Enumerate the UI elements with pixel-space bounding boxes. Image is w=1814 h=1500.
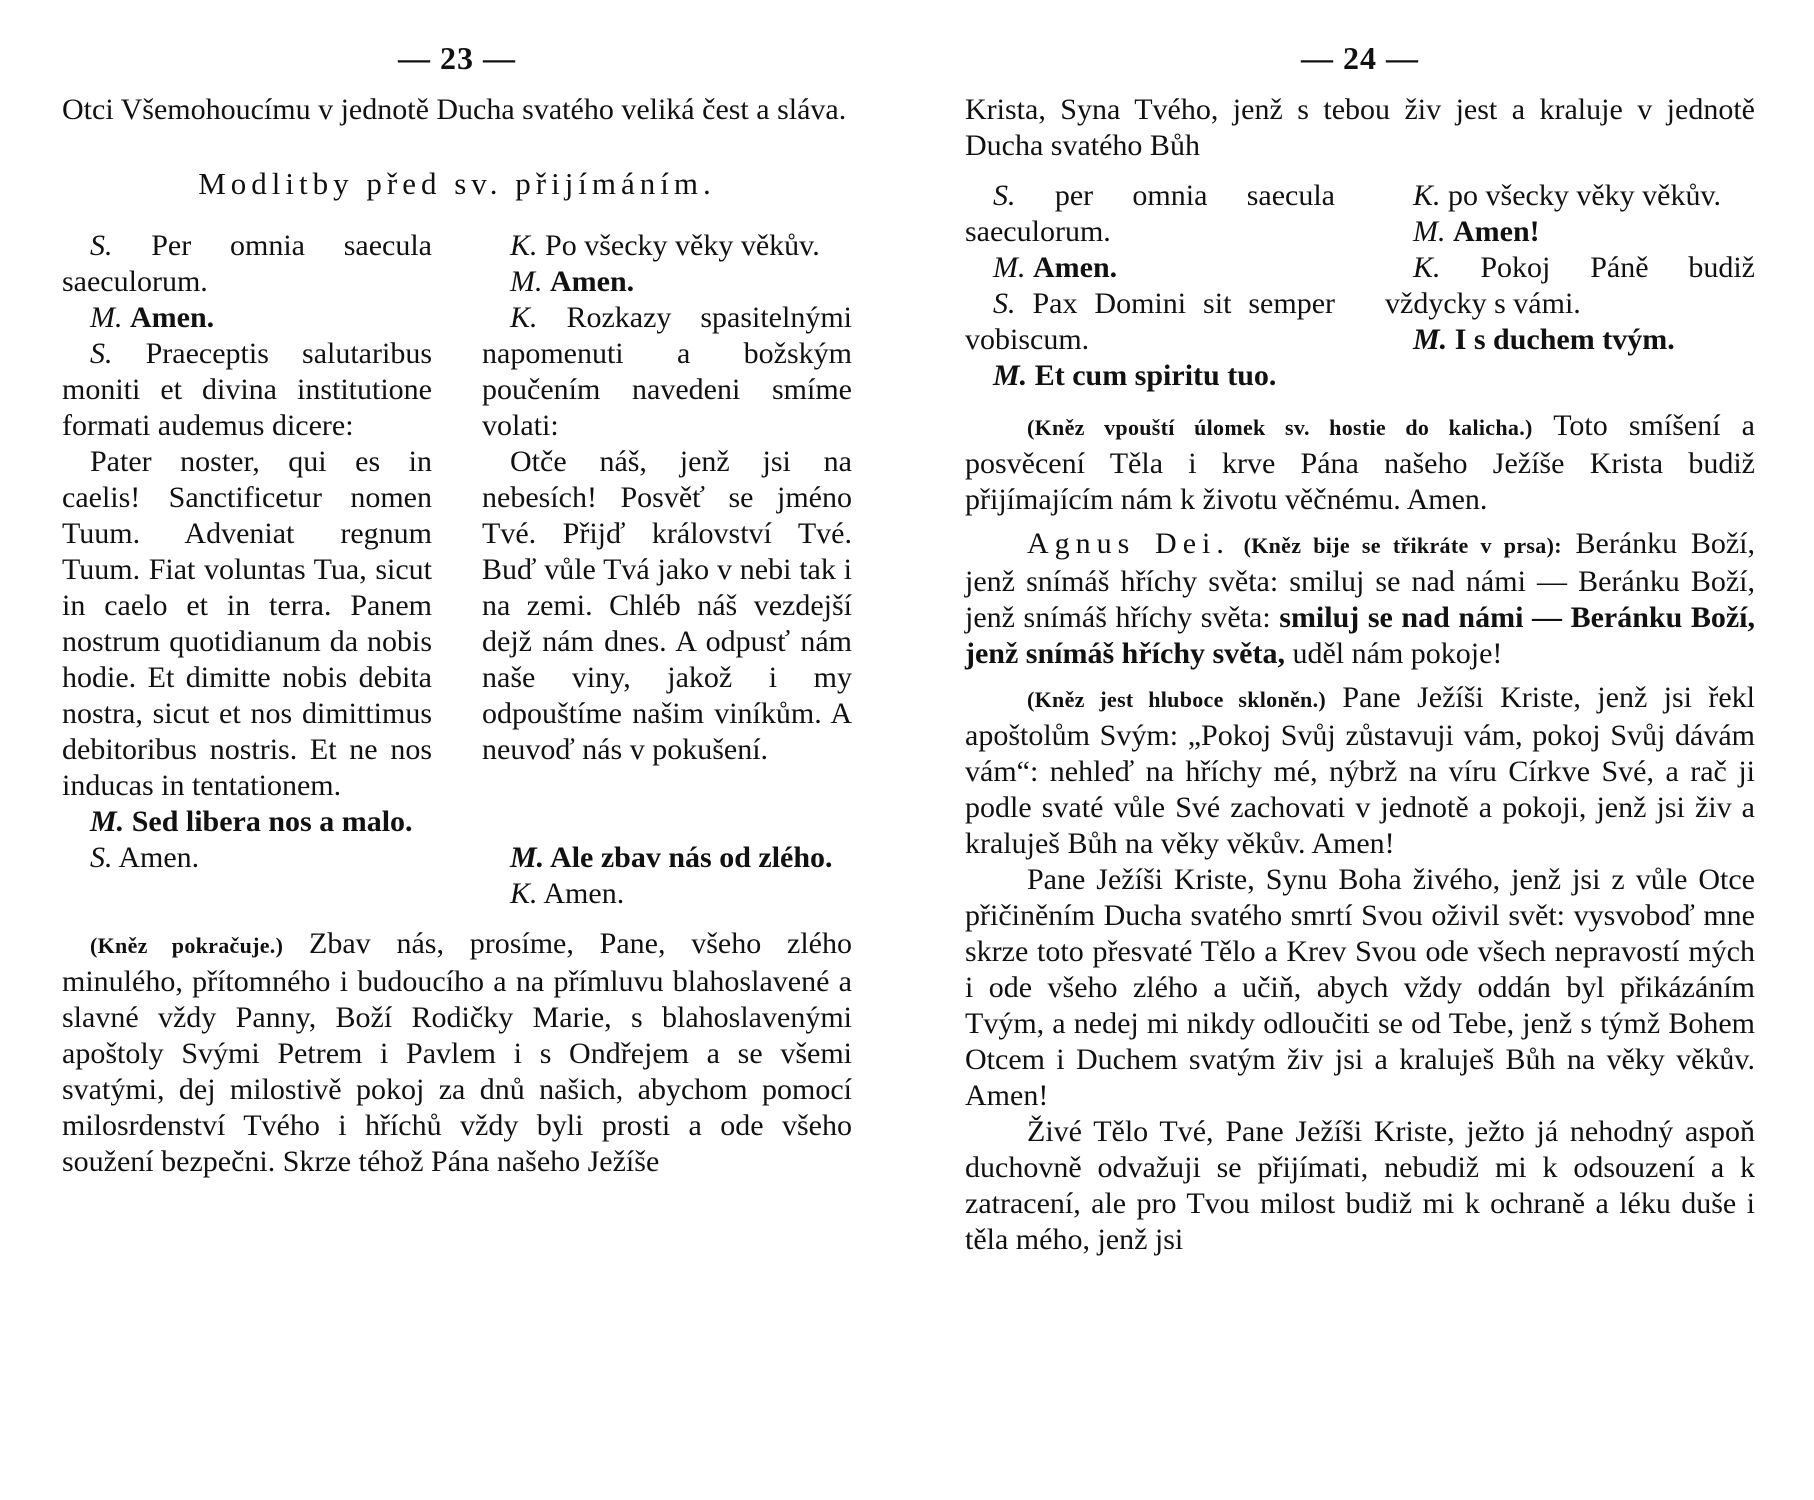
prayer-text-bold: smiluj se nad námi — Beránku Boží, jenž snímáš hříchy světa,: [965, 601, 1756, 670]
parallel-columns-right: [965, 178, 1755, 394]
left-page: [62, 40, 852, 1180]
latin-line: Amen.: [1033, 251, 1118, 284]
rubric: (Kněz vpouští úlomek sv. hostie do kalicha.): [1027, 415, 1533, 440]
czech-column: [1385, 178, 1755, 394]
prayer-text: Beránku Boží, jenž snímáš hříchy světa: smiluj se nad námi — Beránku Boží, jenž snímáš hříchy světa:: [965, 527, 1756, 634]
prayer-text: Pane Ježíši Kriste, jenž jsi řekl apoštolům Svým: „Pokoj Svůj zůstavuji vám, pokoj Svůj dávám vám“: nehleď na hříchy mé, nýbrž na víru Církve Své, a rač ji podle svaté vůle Své zachovati v jednotě a pokoji, jenž jsi živ a kraluješ Bůh na věky věkův. Amen!: [965, 681, 1756, 860]
rubric: (Kněz pokračuje.): [90, 933, 284, 958]
speaker-mark: M.: [90, 805, 125, 838]
czech-line: po všecky věky věkův.: [1448, 179, 1722, 212]
left-intro: Otci Všemohoucímu v jednotě Ducha svatého veliká čest a sláva.: [62, 93, 847, 126]
czech-line: Rozkazy spasitelnými napomenuti a božským poučením navedeni smíme volati:: [482, 301, 852, 442]
czech-line: I s duchem tvým.: [1454, 323, 1675, 356]
closing-prayer: Zbav nás, prosíme, Pane, všeho zlého minulého, přítomného i budoucího a na přímluvu blahoslavené a slavné vždy Panny, Boží Rodičky Marie, s blahoslavenými apoštoly Svými Petrem i Pavlem i s Ondřejem a se všemi svatými, dej milostivě pokoj za dnů našich, abychom pomocí milosrdenství Tvého i hříchů vždy byli prosti a ode všeho soužení bezpečni. Skrze téhož Pána našeho Ježíše: [62, 927, 852, 1178]
czech-line: Ale zbav nás od zlého.: [550, 841, 833, 874]
prayer-text: Toto smíšení a posvěcení Těla i krve Pána našeho Ježíše Krista budiž přijímajícím nám k životu věčnému. Amen.: [965, 409, 1755, 516]
latin-column: [62, 228, 432, 912]
czech-line: Pokoj Páně budiž vždycky s vámi.: [1385, 251, 1755, 320]
speaker-mark: M.: [510, 841, 545, 874]
speaker-mark: M.: [1413, 323, 1448, 356]
speaker-mark: S.: [90, 841, 113, 874]
speaker-mark: K.: [510, 877, 538, 910]
speaker-mark: M.: [510, 265, 543, 298]
speaker-mark: K.: [510, 301, 538, 334]
speaker-mark: M.: [993, 251, 1026, 284]
latin-column: [965, 178, 1335, 394]
agnus-dei-title: Agnus Dei.: [1027, 527, 1230, 560]
pater-noster: Pater noster, qui es in caelis! Sanctificetur nomen Tuum. Adveniat regnum Tuum. Fiat voluntas Tua, sicut in caelo et in terra. Panem nostrum quotidianum da nobis hodie. Et dimitte nobis debita nostra, sicut et nos dimittimus debitoribus nostris. Et ne nos inducas in tentationem.: [62, 445, 432, 802]
speaker-mark: S.: [90, 337, 113, 370]
speaker-mark: K.: [1413, 251, 1441, 284]
speaker-mark: M.: [1413, 215, 1446, 248]
speaker-mark: K.: [1413, 179, 1441, 212]
latin-line: Amen.: [130, 301, 215, 334]
speaker-mark: M.: [993, 359, 1028, 392]
latin-line: Sed libera nos a malo.: [131, 805, 413, 838]
parallel-columns-left: [62, 228, 852, 912]
prayer-text: uděl nám pokoje!: [1292, 637, 1503, 670]
speaker-mark: S.: [993, 179, 1016, 212]
latin-line: Et cum spiritu tuo.: [1034, 359, 1277, 392]
latin-line: Amen.: [118, 841, 200, 874]
prayer-text: Pane Ježíši Kriste, Synu Boha živého, jenž jsi z vůle Otce přičiněním Ducha svatého smrtí Svou oživil svět: vysvoboď mne skrze toto přesvaté Tělo a Krev Svou ode všech nepravostí mých i ode všeho zlého a učiň, abych vždy oddán byl přikázáním Tvým, a nedej mi nikdy odloučiti se od Tebe, jenž s týmž Bohem Otcem i Duchem svatým živ jsi a kraluješ Bůh na věky věkův. Amen!: [965, 863, 1755, 1112]
latin-line: Praeceptis salutaribus moniti et divina institutione formati audemus dicere:: [62, 337, 432, 442]
right-intro: Krista, Syna Tvého, jenž s tebou živ jest a kraluje v jednotě Ducha svatého Bůh: [965, 93, 1755, 162]
speaker-mark: S.: [90, 229, 113, 262]
rubric: (Kněz jest hluboce skloněn.): [1027, 687, 1327, 712]
section-heading: Modlitby před sv. přijímáním.: [198, 166, 716, 201]
otce-nas: Otče náš, jenž jsi na nebesích! Posvěť se jméno Tvé. Přijď království Tvé. Buď vůle Tvá jako v nebi tak i na zemi. Chléb náš vezdejší dejž nám dnes. A odpusť nám naše viny, jakož i my odpouštíme našim viníkům. A neuvoď nás v pokušení.: [482, 445, 852, 766]
speaker-mark: K.: [510, 229, 538, 262]
czech-line: Po všecky věky věkův.: [545, 229, 820, 262]
czech-line: Amen!: [1453, 215, 1540, 248]
speaker-mark: M.: [90, 301, 123, 334]
page-number-right: — 24 —: [1301, 40, 1419, 76]
prayer-text: Živé Tělo Tvé, Pane Ježíši Kriste, ježto já nehodný aspoň duchovně odvažuji se přijímati, nebudiž mi k odsouzení a k zatracení, ale pro Tvou milost budiž mi k ochraně a léku duše i těla mého, jenž jsi: [965, 1115, 1755, 1256]
czech-column: [482, 228, 852, 912]
latin-line: Pax Domini sit semper vobiscum.: [965, 287, 1335, 356]
czech-line: Amen.: [550, 265, 635, 298]
right-page: [965, 40, 1755, 1258]
latin-line: Per omnia saecula saeculorum.: [62, 229, 432, 298]
page-number-left: — 23 —: [398, 40, 516, 76]
speaker-mark: S.: [993, 287, 1016, 320]
latin-line: per omnia saecula saeculorum.: [965, 179, 1335, 248]
rubric: (Kněz bije se třikráte v prsa):: [1243, 533, 1562, 558]
czech-line: Amen.: [543, 877, 625, 910]
